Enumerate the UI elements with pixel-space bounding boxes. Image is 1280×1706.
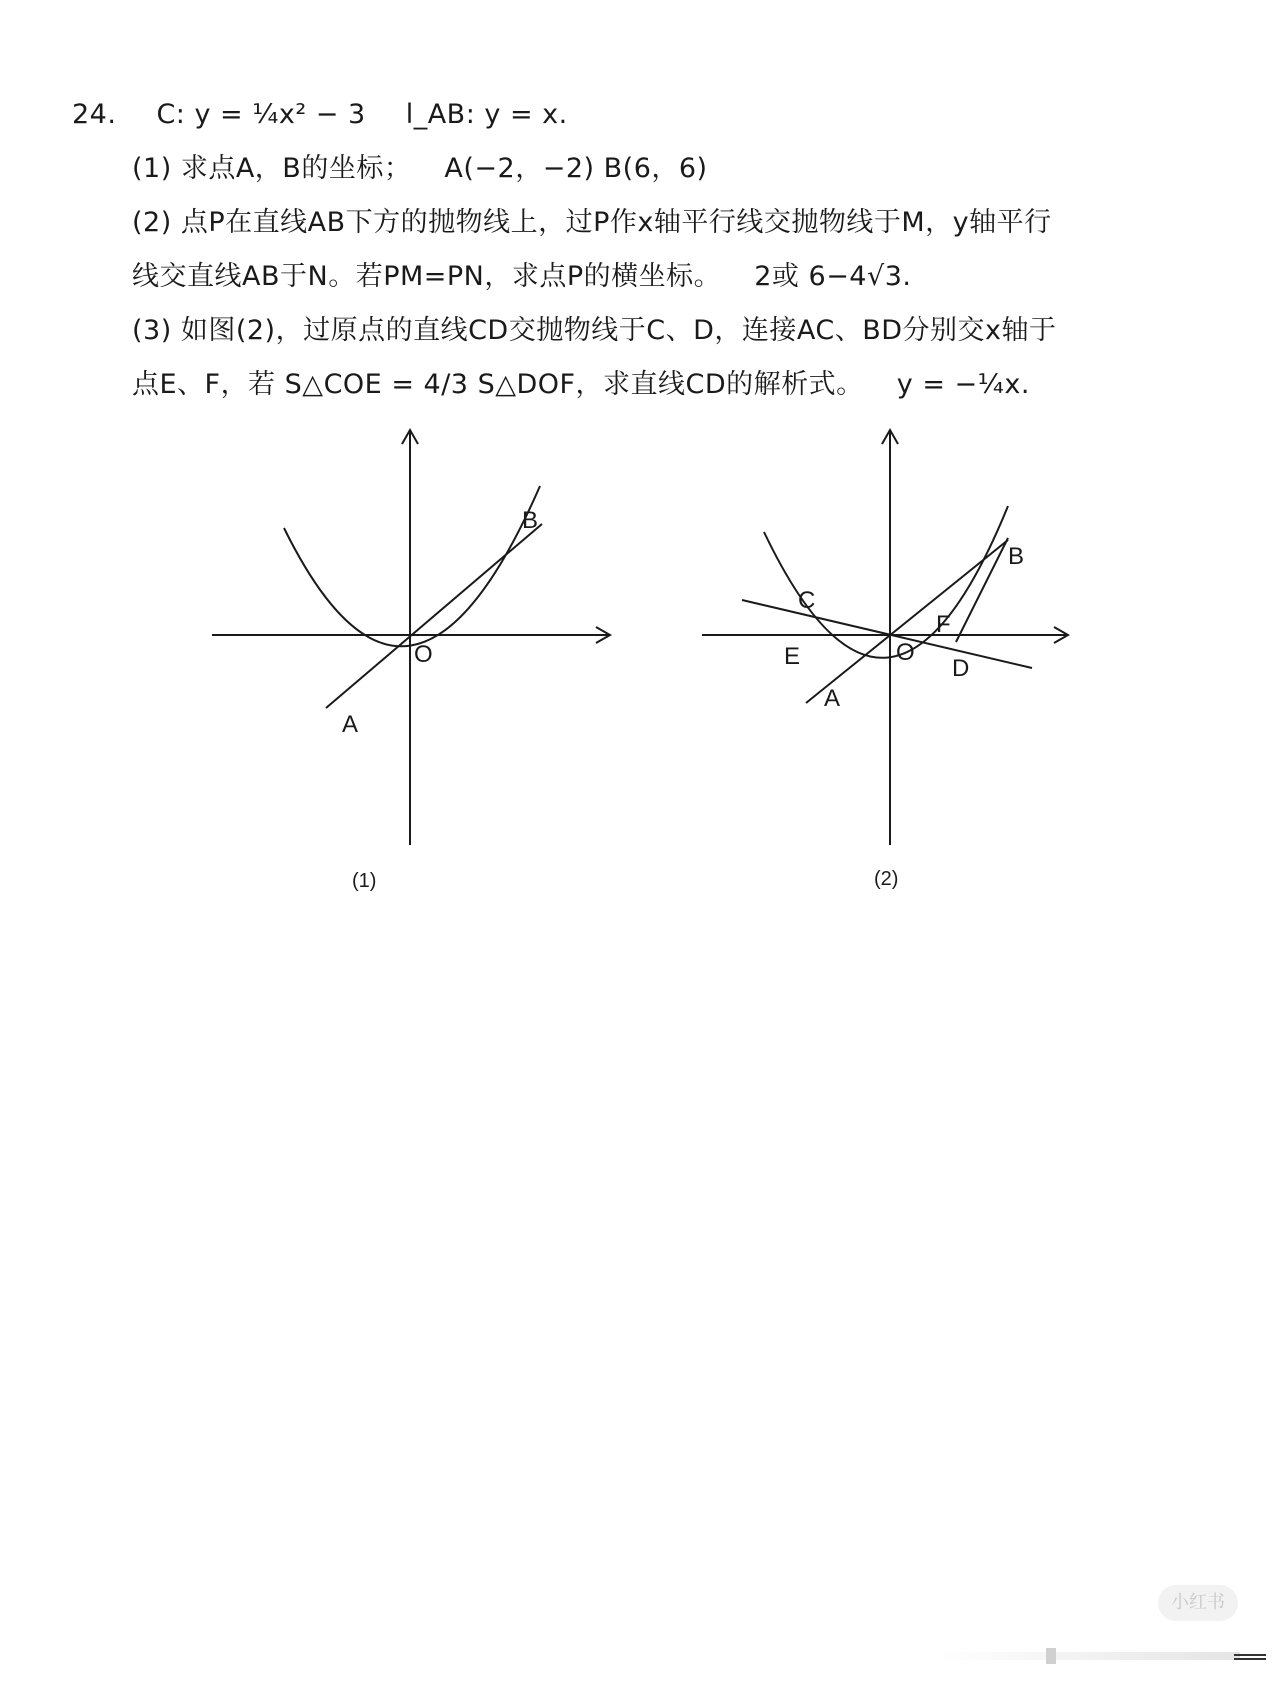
question-3-text: 点E、F，若 S△COE = 4/3 S△DOF，求直线CD的解析式。: [132, 369, 864, 400]
problem-header: [72, 88, 1192, 142]
figure-2: [690, 420, 1100, 900]
point-b-label: B: [522, 507, 539, 534]
figure-2-diagram: [690, 420, 1100, 900]
parabola-curve: [284, 486, 540, 646]
figure-1: [200, 420, 620, 900]
figure-1-caption: (1): [352, 870, 377, 892]
line-ab: [326, 524, 542, 708]
point-a-label: A: [824, 685, 841, 712]
question-2-text: 线交直线AB于N。若PM=PN，求点P的横坐标。: [132, 261, 722, 292]
scan-edge-strip: [940, 1648, 1270, 1664]
question-1-text: (1) 求点A，B的坐标；: [132, 153, 412, 184]
question-2-line-2: [72, 250, 1192, 304]
point-c-label: C: [798, 587, 816, 614]
problem-24: [72, 88, 1192, 412]
point-f-label: F: [936, 611, 951, 638]
point-e-label: E: [784, 643, 801, 670]
figure-2-caption: (2): [874, 868, 899, 890]
point-b-label: B: [1008, 543, 1025, 570]
question-3-line-1: (3) 如图(2)，过原点的直线CD交抛物线于C、D，连接AC、BD分别交x轴于: [132, 315, 1057, 346]
question-2-answer: 2或 6−4√3.: [754, 261, 912, 292]
question-2-line-1: (2) 点P在直线AB下方的抛物线上，过P作x轴平行线交抛物线于M，y轴平行: [132, 207, 1052, 238]
point-a-label: A: [342, 711, 359, 738]
curve-equation: C: y = ¼x² − 3: [156, 99, 366, 130]
problem-number: 24.: [72, 99, 117, 130]
origin-label: O: [414, 641, 433, 668]
figure-1-diagram: [200, 420, 620, 900]
question-3-answer: y = −¼x.: [896, 369, 1030, 400]
watermark-logo: 小红书: [1158, 1585, 1238, 1621]
line-equation: l_AB: y = x.: [405, 99, 568, 130]
question-1: [72, 142, 1192, 196]
question-3-line-2: [72, 358, 1192, 412]
point-d-label: D: [952, 655, 970, 682]
question-1-answer: A(−2，−2) B(6，6): [444, 153, 708, 184]
segment-bd: [956, 538, 1008, 642]
origin-label: O: [896, 639, 915, 666]
